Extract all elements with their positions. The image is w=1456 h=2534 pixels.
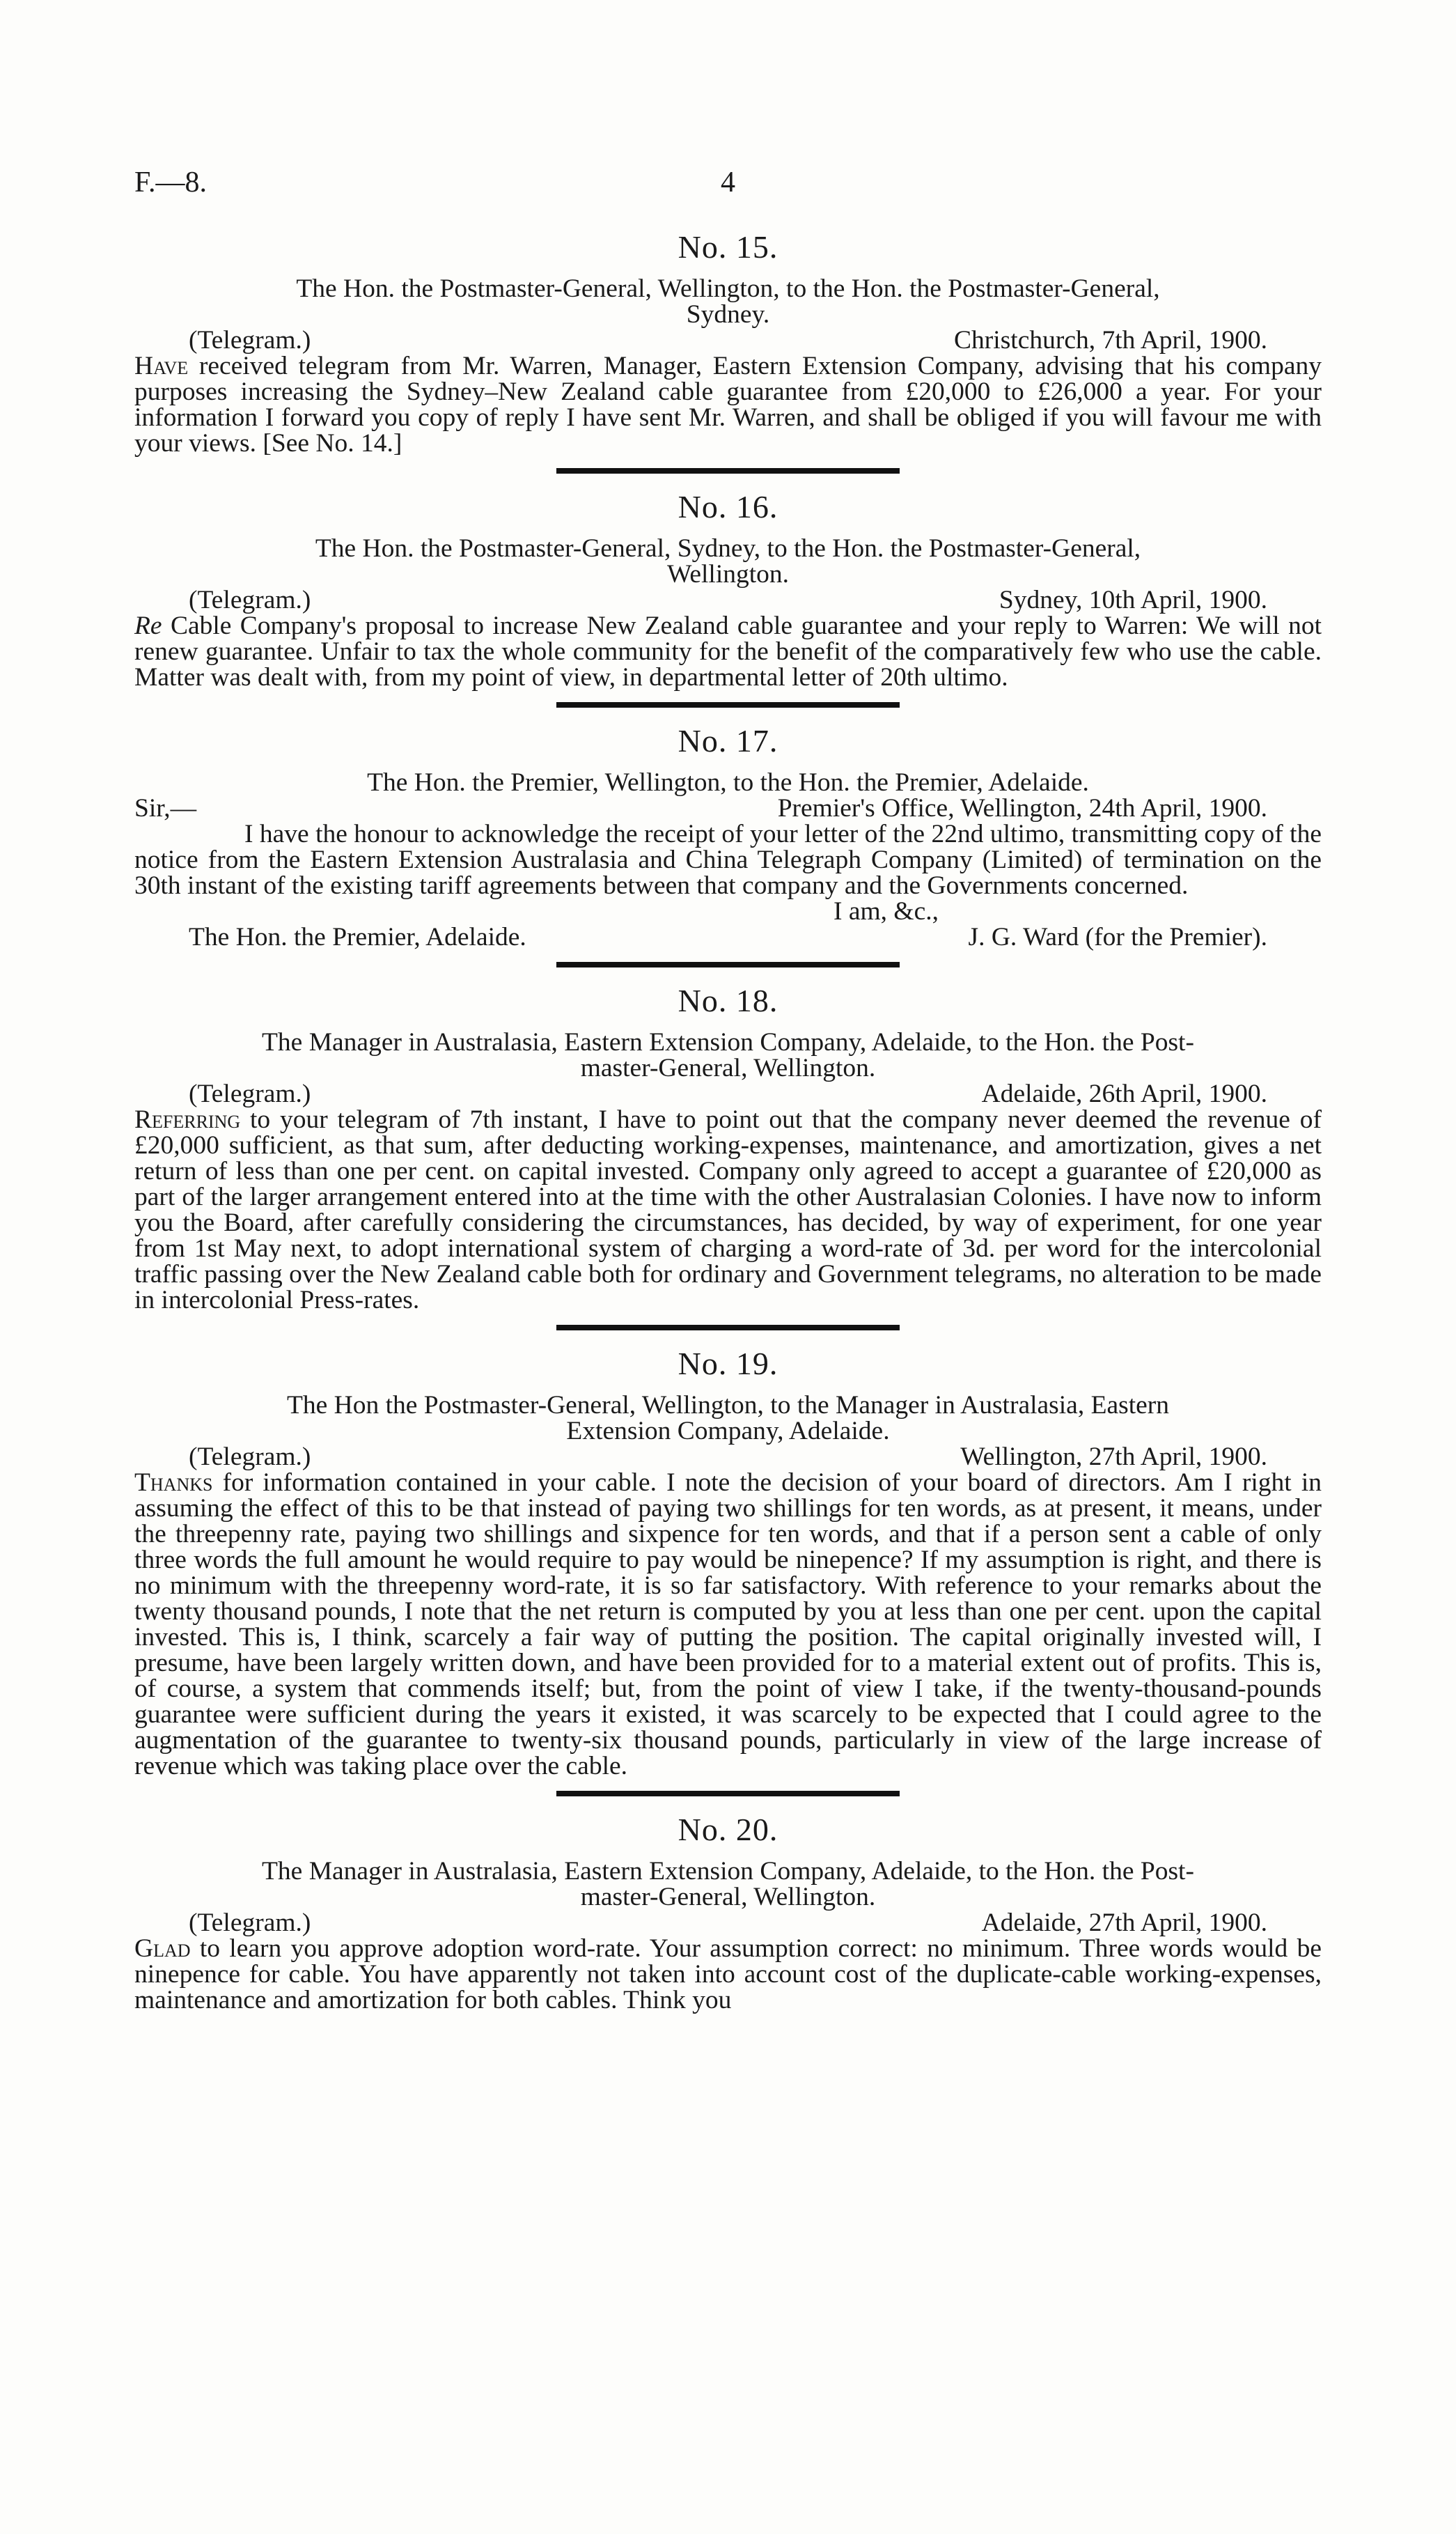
lead-word: Re: [134, 612, 162, 640]
section-number: No. 18.: [678, 983, 778, 1018]
section-no-16: [134, 488, 1322, 690]
closing: I am, &c.,: [833, 897, 939, 926]
lead-word: Thanks: [134, 1468, 213, 1497]
signature-line: [134, 924, 1322, 950]
section-divider: [556, 1791, 900, 1796]
page-header: [134, 166, 1322, 208]
address-line-cont: master-General, Wellington.: [580, 1054, 876, 1082]
meta-line: [134, 795, 1322, 821]
address-line-cont: Wellington.: [666, 560, 790, 589]
section-divider: [556, 702, 900, 708]
address-line: The Hon the Postmaster-General, Wellington, to the Manager in Australasia, Eastern: [286, 1391, 1170, 1420]
meta-line: [134, 1444, 1322, 1470]
section-divider: [556, 468, 900, 474]
document-body: [134, 228, 1322, 2013]
body-text: [134, 1470, 1322, 1779]
address-line: The Hon. the Premier, Wellington, to the Hon. the Premier, Adelaide.: [367, 768, 1089, 797]
page-number: 4: [721, 166, 735, 199]
address-line: The Manager in Australasia, Eastern Extension Company, Adelaide, to the Hon. the Post-: [262, 1857, 1194, 1886]
closing-line: [134, 899, 1322, 924]
section-divider: [556, 962, 900, 967]
body-text: [134, 613, 1322, 690]
lead-word: Glad: [134, 1934, 191, 1963]
address-line-cont: master-General, Wellington.: [580, 1883, 876, 1911]
body-text: [134, 1107, 1322, 1313]
lead-word: Referring: [134, 1105, 241, 1134]
body-content: received telegram from Mr. Warren, Manager, Eastern Extension Company, advising that his company purposes increasing the Sydney–New Zealand cable guarantee from £20,000 to £26,000 a year. For your information I forward you copy of reply I have sent Mr. Warren, and shall be obliged if you will favour me with your views. [See No. 14.]: [134, 352, 1322, 458]
body-content: for information contained in your cable. I note the decision of your board of directors. Am I right in assuming the effect of this to be that instead of paying two shillings for ten words, as at present, it means, under the threepenny rate, paying two shillings and sixpence for ten words, and that if a person sent a cable of only three words the full amount he would require to pay would be ninepence? If my assumption is right, and there is no minimum with the threepenny word-rate, it is so far satisfactory. With reference to your remarks about the twenty thousand pounds, I note that the net return is computed by you at less than one per cent. upon the capital invested. This is, I think, scarcely a fair way of putting the position. The capital originally invested will, I presume, have been largely written down, and have been provided for to a material extent out of profits. This is, of course, a system that commends itself; but, from the point of view I take, if the twenty-thousand-pounds guarantee were sufficient during the years it existed, it was scarcely to be expected that I could agree to the augmentation of the guarantee to twenty-six thousand pounds, particularly in view of the large increase of revenue which was taking place over the cable.: [134, 1468, 1322, 1780]
telegram-tag: (Telegram.): [189, 586, 311, 614]
address-line: The Hon. the Postmaster-General, Sydney, to the Hon. the Postmaster-General,: [315, 534, 1141, 563]
meta-line: [134, 587, 1322, 613]
date-line: Premier's Office, Wellington, 24th April, 1900.: [777, 794, 1267, 823]
meta-line: [134, 1081, 1322, 1107]
address-line: The Manager in Australasia, Eastern Extension Company, Adelaide, to the Hon. the Post-: [262, 1028, 1194, 1057]
telegram-tag: (Telegram.): [189, 1080, 311, 1108]
date-line: Wellington, 27th April, 1900.: [960, 1443, 1267, 1471]
signature: J. G. Ward (for the Premier).: [968, 923, 1267, 951]
recipient: The Hon. the Premier, Adelaide.: [189, 923, 526, 951]
telegram-tag: (Telegram.): [189, 1443, 311, 1471]
meta-line: [134, 327, 1322, 353]
section-number: No. 20.: [678, 1812, 778, 1847]
body-content: to learn you approve adoption word-rate. Your assumption correct: no minimum. Three words would be ninepence for cable. You have apparently not taken into account cost of the duplicate-cable working-expenses, maintenance and amortization for both cables. Think you: [134, 1934, 1322, 2014]
section-no-17: [134, 722, 1322, 950]
date-line: Christchurch, 7th April, 1900.: [954, 326, 1267, 355]
section-number: No. 15.: [678, 229, 778, 265]
document-reference: F.—8.: [134, 166, 207, 199]
section-no-19: [134, 1345, 1322, 1779]
section-no-15: [134, 228, 1322, 456]
body-text: [134, 1936, 1322, 2013]
date-line: Sydney, 10th April, 1900.: [999, 586, 1267, 614]
address-line: The Hon. the Postmaster-General, Wellington, to the Hon. the Postmaster-General,: [296, 274, 1160, 303]
date-line: Adelaide, 26th April, 1900.: [981, 1080, 1267, 1108]
section-no-18: [134, 982, 1322, 1313]
section-no-20: [134, 1811, 1322, 2013]
meta-line: [134, 1910, 1322, 1936]
section-number: No. 16.: [678, 489, 778, 524]
telegram-tag: (Telegram.): [189, 1909, 311, 1937]
section-number: No. 17.: [678, 723, 778, 759]
body-content: Cable Company's proposal to increase New Zealand cable guarantee and your reply to Warren: We will not renew guarantee. Unfair to tax the whole community for the benefit of the comparatively few who use the cable. Matter was dealt with, from my point of view, in departmental letter of 20th ultimo.: [134, 612, 1322, 692]
section-number: No. 19.: [678, 1346, 778, 1381]
date-line: Adelaide, 27th April, 1900.: [981, 1909, 1267, 1937]
body-text: [134, 353, 1322, 456]
telegram-tag: (Telegram.): [189, 326, 311, 355]
section-divider: [556, 1325, 900, 1330]
salutation: Sir,—: [134, 794, 197, 823]
address-line-cont: Sydney.: [686, 300, 770, 329]
body-text: I have the honour to acknowledge the receipt of your letter of the 22nd ultimo, transmitting copy of the notice from the Eastern Extension Australasia and China Telegraph Company (Limited) of termination on the 30th instant of the existing tariff agreements between that company and the Governments concerned.: [134, 820, 1322, 900]
address-line-cont: Extension Company, Adelaide.: [566, 1417, 890, 1445]
body-content: to your telegram of 7th instant, I have to point out that the company never deemed the revenue of £20,000 sufficient, as that sum, after deducting working-expenses, maintenance, and amortization, gives a net return of less than one per cent. on capital invested. Company only agreed to accept a guarantee of £20,000 as part of the larger arrangement entered into at the time with the other Australasian Colonies. I have now to inform you the Board, after carefully considering the circumstances, has decided, by way of experiment, for one year from 1st May next, to adopt international system of charging a word-rate of 3d. per word for the intercolonial traffic passing over the New Zealand cable both for ordinary and Government telegrams, no alteration to be made in intercolonial Press-rates.: [134, 1105, 1322, 1314]
lead-word: Have: [134, 352, 189, 380]
